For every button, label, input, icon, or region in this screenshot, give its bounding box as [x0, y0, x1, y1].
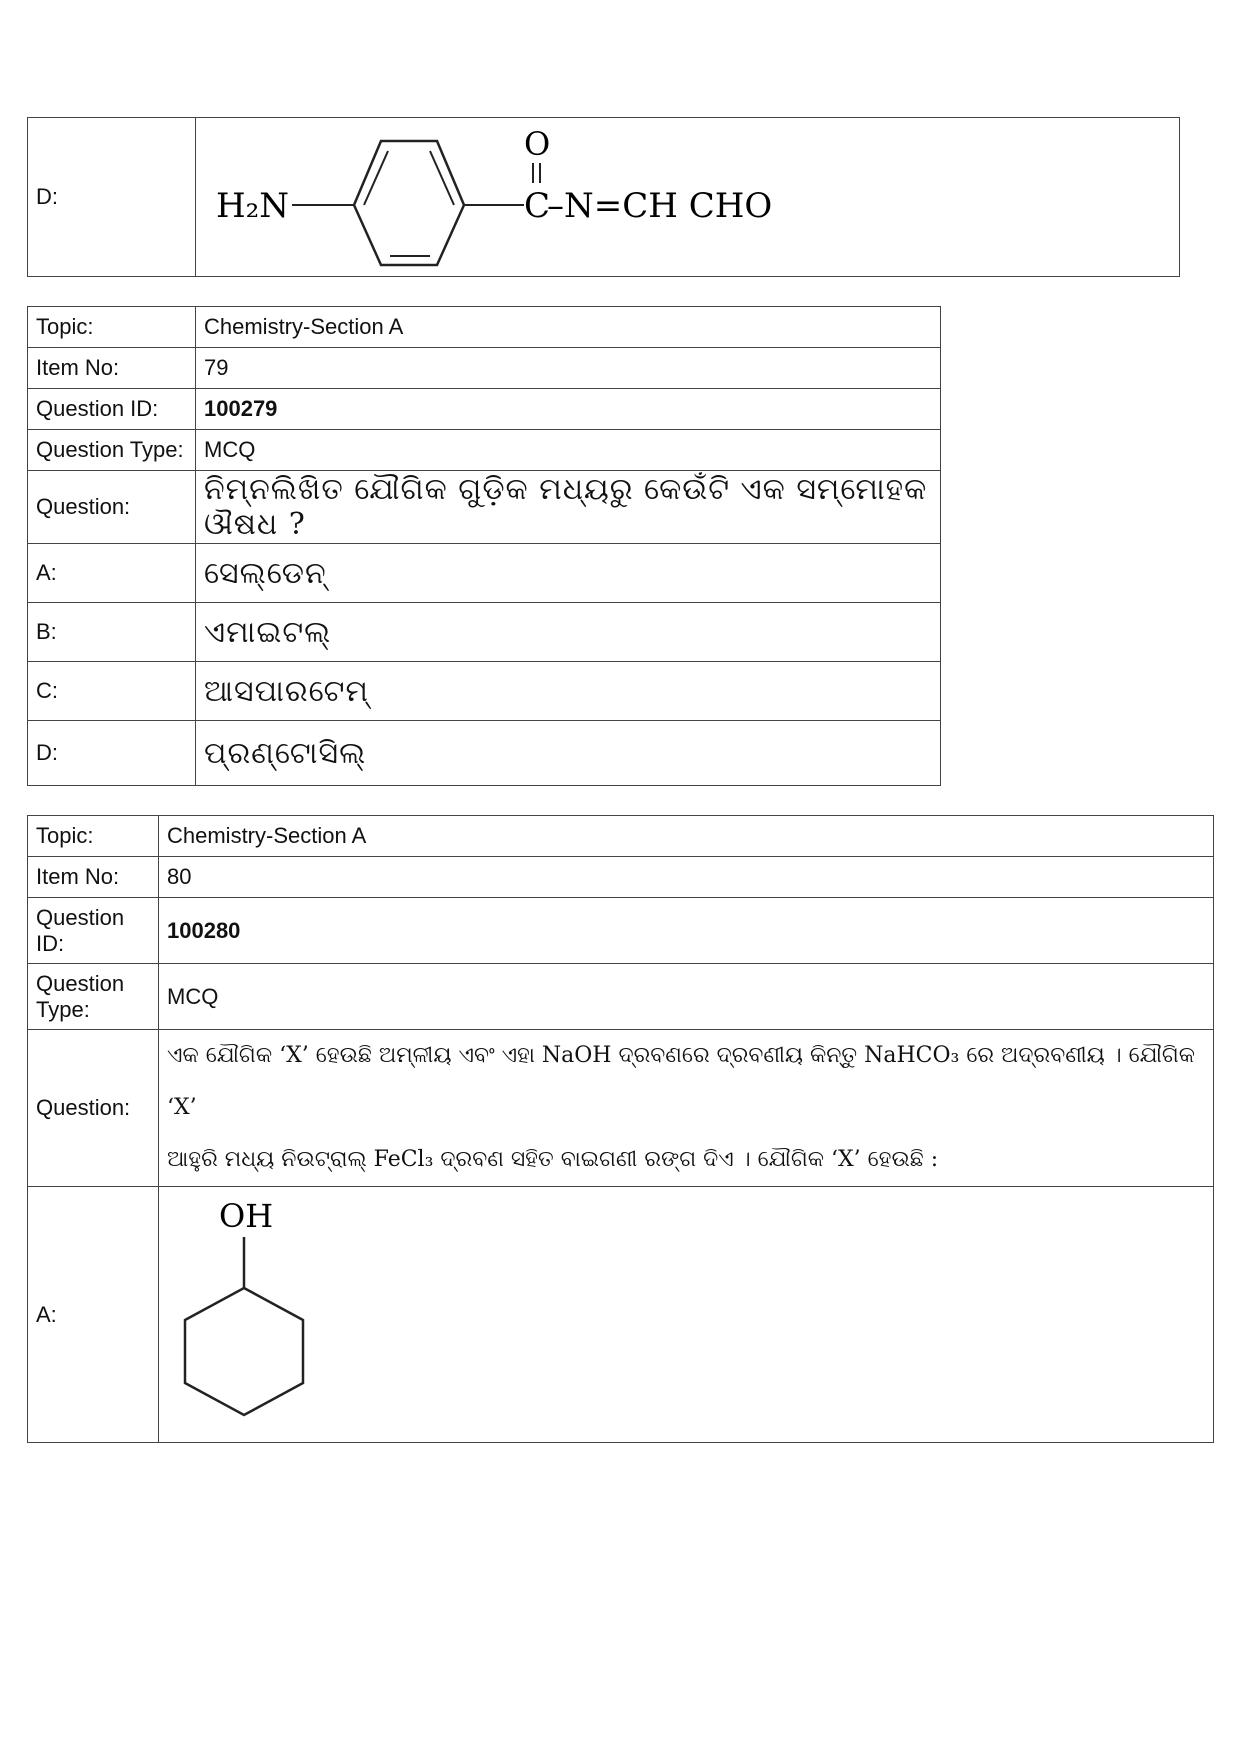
- question-type-value: MCQ: [196, 430, 941, 471]
- option-a-text: ସେଲ୍‌ଡେନ୍: [196, 544, 941, 603]
- item-label: Item No:: [28, 348, 196, 389]
- question-type-label: Question Type:: [28, 964, 159, 1030]
- question-type-value: MCQ: [159, 964, 1214, 1030]
- topic-label: Topic:: [28, 816, 159, 857]
- question-79-table: [27, 306, 941, 786]
- topic-value: Chemistry-Section A: [196, 307, 941, 348]
- cyclohexanol-structure: [167, 1193, 327, 1433]
- question-text: ନିମ୍ନଲିଖିତ ଯୌଗିକ ଗୁଡ଼ିକ ମଧ୍ୟରୁ କେଉଁଟି ଏକ ସମ୍ମୋହକ ଔଷଧ ?: [196, 471, 941, 544]
- option-d-structure-table: [27, 117, 1180, 277]
- option-b-label: B:: [28, 603, 196, 662]
- item-label: Item No:: [28, 857, 159, 898]
- topic-label: Topic:: [28, 307, 196, 348]
- question-id-value: 100280: [159, 898, 1214, 964]
- h2n-group: H₂N: [216, 186, 290, 226]
- question-line-1: ଏକ ଯୌଗିକ ‘X’ ହେଉଛି ଅମ୍ଳୀୟ ଏବଂ ଏହା NaOH ଦ୍ରବଣରେ ଦ୍ରବଣୀୟ କିନ୍ତୁ NaHCO₃ ରେ ଅଦ୍ରବଣୀୟ । ଯୌଗିକ ‘X’: [167, 1043, 1196, 1120]
- imine-chain: –N=CH CHO: [547, 186, 773, 226]
- question-text: [159, 1030, 1214, 1187]
- question-id-value: 100279: [196, 389, 941, 430]
- aminobenzoyl-structure: [204, 119, 844, 269]
- question-80-table: [27, 815, 1214, 1443]
- structure-cell: [196, 118, 1180, 277]
- question-id-label: Question ID:: [28, 389, 196, 430]
- option-a-label: A:: [28, 1187, 159, 1443]
- carbonyl-carbon: C: [524, 186, 551, 226]
- option-d-label: D:: [28, 721, 196, 786]
- question-label: Question:: [28, 471, 196, 544]
- option-c-label: C:: [28, 662, 196, 721]
- option-a-structure-cell: [159, 1187, 1214, 1443]
- topic-value: Chemistry-Section A: [159, 816, 1214, 857]
- question-id-label: Question ID:: [28, 898, 159, 964]
- option-a-label: A:: [28, 544, 196, 603]
- carbonyl-oxygen: O: [524, 125, 551, 163]
- hydroxyl-group: OH: [219, 1197, 274, 1235]
- item-value: 79: [196, 348, 941, 389]
- question-type-label: Question Type:: [28, 430, 196, 471]
- question-label: Question:: [28, 1030, 159, 1187]
- option-c-text: ଆସପାରଟେମ୍: [196, 662, 941, 721]
- item-value: 80: [159, 857, 1214, 898]
- option-label: D:: [28, 118, 196, 277]
- question-line-2: ଆହୁରି ମଧ୍ୟ ନିଉଟ୍ରାଲ୍ FeCl₃ ଦ୍ରବଣ ସହିତ ବାଇଗଣୀ ରଙ୍ଗ ଦିଏ । ଯୌଗିକ ‘X’ ହେଉଛି :: [167, 1147, 939, 1172]
- option-d-text: ପ୍ରଣ୍ଟୋସିଲ୍: [196, 721, 941, 786]
- option-b-text: ଏମାଇଟଲ୍: [196, 603, 941, 662]
